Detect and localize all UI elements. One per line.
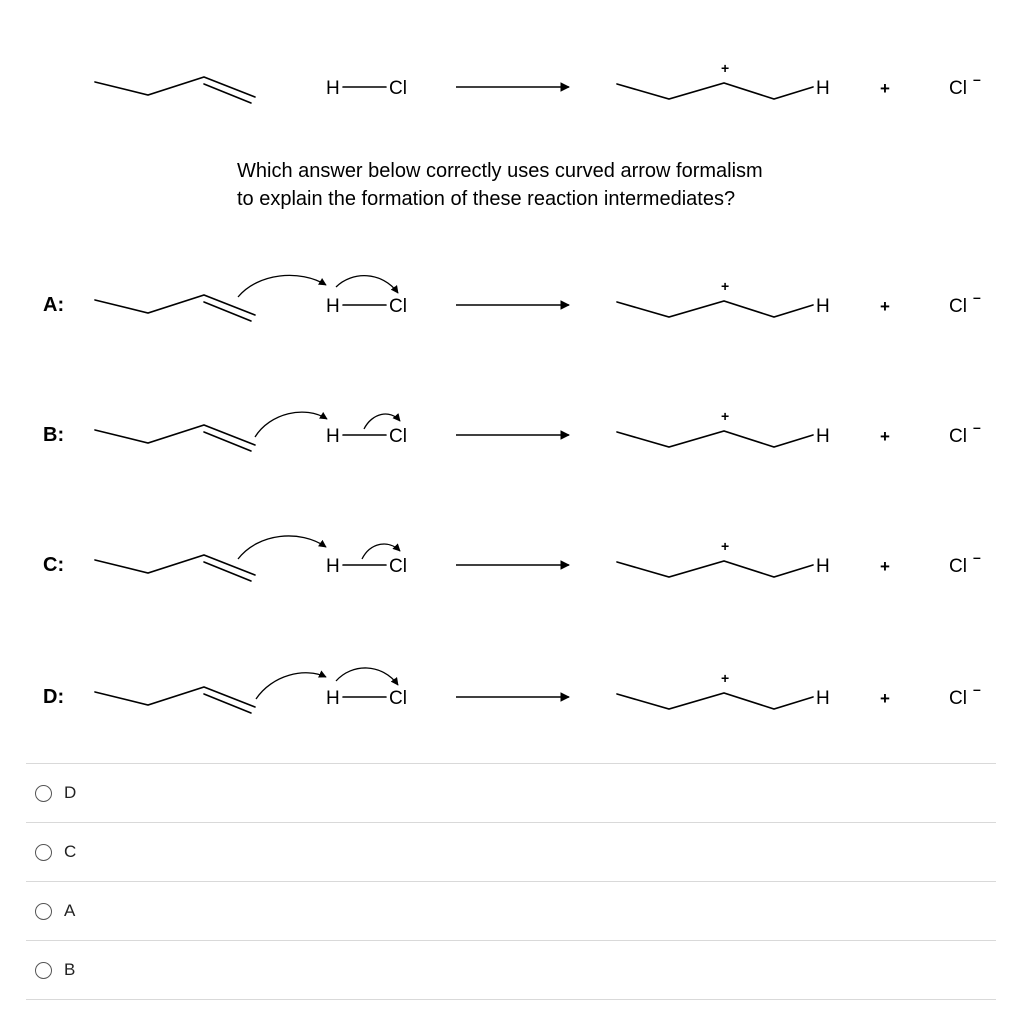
chloride-charge: –: [973, 289, 981, 305]
radio-button-icon[interactable]: [35, 785, 52, 802]
cation-charge: +: [721, 278, 730, 294]
option-c[interactable]: [26, 822, 996, 881]
product-hydrogen-atom: H: [816, 78, 830, 99]
chloride-ion: Cl: [949, 78, 967, 99]
chloride-ion: Cl: [949, 556, 967, 577]
hydrogen-atom: H: [326, 78, 340, 99]
scheme-row: [43, 536, 981, 581]
plus-sign: +: [880, 557, 890, 576]
scheme-row: [43, 668, 981, 713]
chlorine-atom: Cl: [389, 556, 407, 577]
pi-bond-curved-arrow: [256, 673, 326, 699]
question-text-line-1: Which answer below correctly uses curved arrow formalism: [237, 160, 763, 182]
option-label: C: [64, 842, 77, 861]
butene-structure: [95, 555, 255, 575]
chloride-charge: –: [973, 549, 981, 565]
hcl-bond-curved-arrow: [336, 276, 398, 293]
butene-structure: [95, 295, 255, 315]
hcl-bond-curved-arrow: [336, 668, 398, 685]
row-label: B:: [43, 424, 65, 446]
option-label: B: [64, 960, 76, 979]
pi-bond-curved-arrow: [255, 412, 327, 437]
chloride-charge: –: [973, 681, 981, 697]
plus-sign: +: [880, 427, 890, 446]
carbocation-structure: [617, 83, 813, 99]
option-label: D: [64, 783, 77, 802]
product-hydrogen-atom: H: [816, 688, 830, 709]
chlorine-atom: Cl: [389, 688, 407, 709]
butene-structure: [95, 687, 255, 707]
scheme-row: [95, 60, 981, 103]
row-label: A:: [43, 294, 65, 316]
chloride-ion: Cl: [949, 296, 967, 317]
option-label: A: [64, 901, 76, 920]
pi-bond-curved-arrow: [238, 536, 326, 559]
chlorine-atom: Cl: [389, 426, 407, 447]
hydrogen-atom: H: [326, 688, 340, 709]
row-label: C:: [43, 554, 65, 576]
chloride-ion: Cl: [949, 688, 967, 709]
pi-bond-curved-arrow: [238, 275, 326, 297]
cation-charge: +: [721, 670, 730, 686]
plus-sign: +: [880, 297, 890, 316]
butene-structure: [95, 77, 255, 97]
cation-charge: +: [721, 538, 730, 554]
row-label: D:: [43, 686, 65, 708]
radio-button-icon[interactable]: [35, 903, 52, 920]
option-d[interactable]: [26, 763, 996, 822]
chlorine-atom: Cl: [389, 78, 407, 99]
hydrogen-atom: H: [326, 556, 340, 577]
hydrogen-atom: H: [326, 426, 340, 447]
option-b[interactable]: [26, 940, 996, 1000]
chloride-charge: –: [973, 71, 981, 87]
product-hydrogen-atom: H: [816, 426, 830, 447]
chloride-charge: –: [973, 419, 981, 435]
hydrogen-atom: H: [326, 296, 340, 317]
answer-options: [26, 763, 996, 1000]
butene-structure: [95, 425, 255, 445]
plus-sign: +: [880, 689, 890, 708]
scheme-row: [43, 408, 981, 451]
plus-sign: +: [880, 79, 890, 98]
carbocation-structure: [617, 301, 813, 317]
cation-charge: +: [721, 60, 730, 76]
radio-button-icon[interactable]: [35, 962, 52, 979]
product-hydrogen-atom: H: [816, 556, 830, 577]
cation-charge: +: [721, 408, 730, 424]
question-text-line-2: to explain the formation of these reaction intermediates?: [237, 188, 736, 210]
option-a[interactable]: [26, 881, 996, 940]
product-hydrogen-atom: H: [816, 296, 830, 317]
chlorine-atom: Cl: [389, 296, 407, 317]
chloride-ion: Cl: [949, 426, 967, 447]
radio-button-icon[interactable]: [35, 844, 52, 861]
carbocation-structure: [617, 431, 813, 447]
carbocation-structure: [617, 693, 813, 709]
scheme-row: [43, 275, 981, 321]
carbocation-structure: [617, 561, 813, 577]
